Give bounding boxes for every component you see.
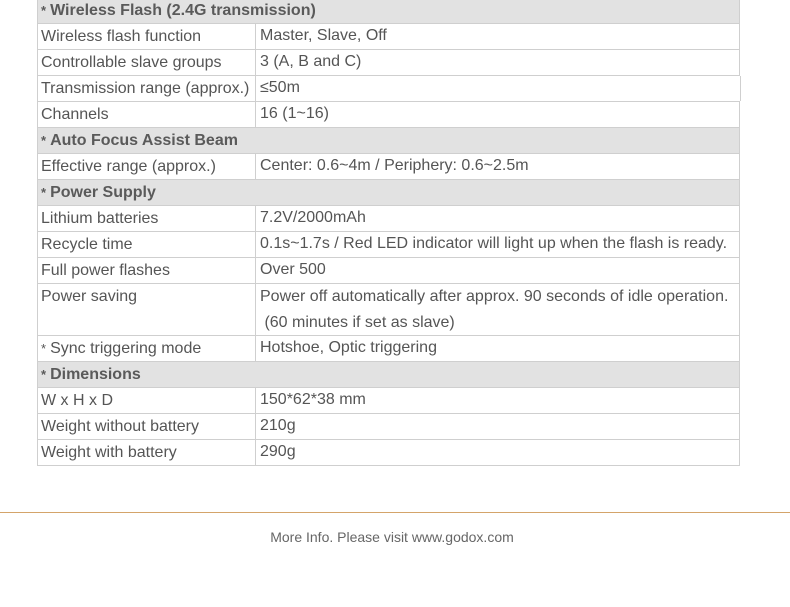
section-title-text: Dimensions — [50, 366, 141, 383]
spec-value: Master, Slave, Off — [256, 24, 740, 49]
spec-value: 3 (A, B and C) — [256, 50, 740, 75]
star-icon: * — [41, 341, 47, 356]
footer — [0, 529, 790, 545]
table-row — [37, 440, 740, 466]
table-row — [37, 336, 740, 362]
section-title-text: Power Supply — [50, 184, 156, 201]
section-title — [38, 0, 316, 23]
spec-value: Hotshoe, Optic triggering — [256, 336, 740, 361]
footer-divider — [0, 512, 790, 513]
table-row — [37, 258, 740, 284]
spec-label: Effective range (approx.) — [37, 154, 256, 179]
table-row — [37, 102, 740, 128]
spec-value: 16 (1~16) — [256, 102, 740, 127]
section-header-power-supply — [37, 180, 740, 206]
spec-value: Over 500 — [256, 258, 740, 283]
spec-label: Wireless flash function — [37, 24, 256, 49]
spec-label: Transmission range (approx.) — [37, 76, 256, 101]
spec-value: 0.1s~1.7s / Red LED indicator will light up when the flash is ready. — [256, 232, 740, 257]
spec-label: Recycle time — [37, 232, 256, 257]
table-row — [37, 388, 740, 414]
spec-value-line: (60 minutes if set as slave) — [260, 314, 455, 331]
table-row — [37, 414, 740, 440]
table-row — [37, 24, 740, 50]
spec-label: Channels — [37, 102, 256, 127]
spec-value: 210g — [256, 414, 740, 439]
section-title-text: Auto Focus Assist Beam — [50, 132, 238, 149]
section-title — [38, 180, 156, 205]
table-row — [37, 206, 740, 232]
section-header-dimensions — [37, 362, 740, 388]
table-row — [37, 232, 740, 258]
section-header-wireless-flash — [37, 0, 740, 24]
star-icon: * — [41, 185, 47, 200]
section-title — [38, 362, 141, 387]
spec-table — [37, 0, 740, 466]
table-row — [37, 154, 740, 180]
spec-value-line: Power off automatically after approx. 90 seconds of idle operation. — [260, 288, 729, 305]
spec-value — [256, 284, 740, 335]
section-header-af-assist-beam — [37, 128, 740, 154]
spec-label: Controllable slave groups — [37, 50, 256, 75]
footer-link-text[interactable]: More Info. Please visit www.godox.com — [270, 529, 514, 545]
star-icon: * — [41, 3, 47, 18]
star-icon: * — [41, 133, 47, 148]
section-title — [38, 128, 238, 153]
spec-label — [37, 336, 256, 361]
table-row — [37, 50, 740, 76]
table-row — [37, 284, 740, 336]
table-row — [37, 76, 740, 102]
spec-value: 290g — [256, 440, 740, 465]
spec-label-text: Sync triggering mode — [50, 340, 202, 357]
spec-label: Power saving — [37, 284, 256, 335]
spec-value: 150*62*38 mm — [256, 388, 740, 413]
spec-label: W x H x D — [37, 388, 256, 413]
spec-value: 7.2V/2000mAh — [256, 206, 740, 231]
spec-value: ≤50m — [256, 76, 741, 101]
spec-label: Weight without battery — [37, 414, 256, 439]
spec-value: Center: 0.6~4m / Periphery: 0.6~2.5m — [256, 154, 740, 179]
spec-label: Full power flashes — [37, 258, 256, 283]
section-title-text: Wireless Flash (2.4G transmission) — [50, 2, 316, 19]
star-icon: * — [41, 367, 47, 382]
spec-label: Weight with battery — [37, 440, 256, 465]
spec-label: Lithium batteries — [37, 206, 256, 231]
